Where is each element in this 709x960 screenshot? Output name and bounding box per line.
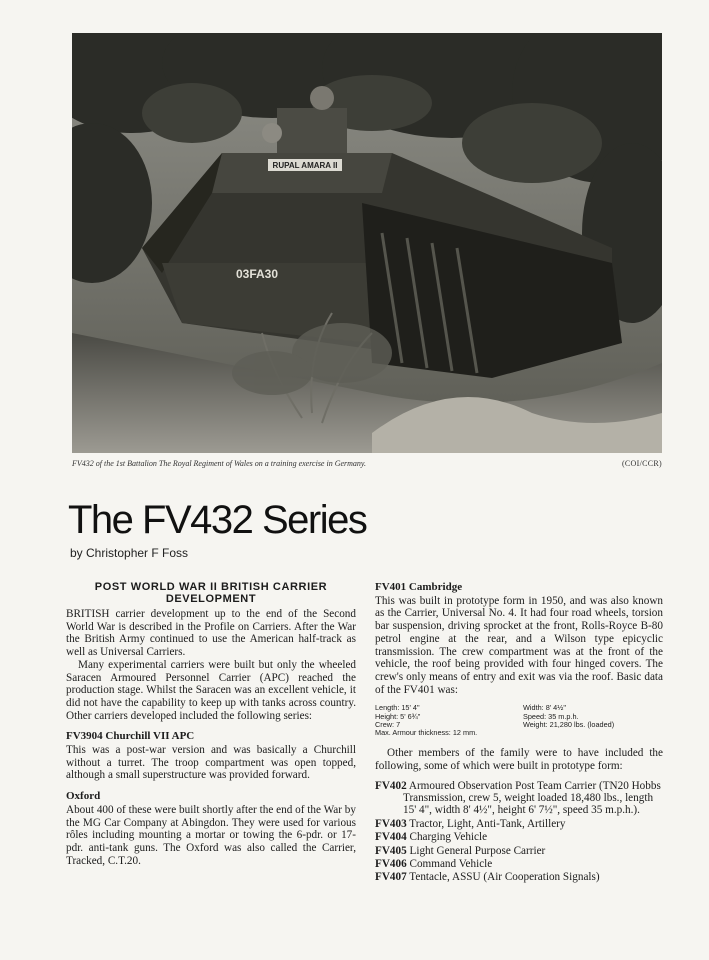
cambridge-paragraph: This was built in prototype form in 1950, and was also known as the Carrier, Universal No. 4. It had four road wheels, torsion bar suspension, driving sprocket at the front, Rolls-Royce B-80 petrol engine at the rear, and a Wilson type epicyclic transmission. The crew compartment was at the front of the vehicle, the roof being provided with four hinged covers. The crew's only means of entry and exit was via the roof. Basic data of the FV401 was: <box>375 594 663 696</box>
vehicle-number: 03FA30 <box>235 267 279 281</box>
member-code: FV404 <box>375 831 407 844</box>
list-item <box>375 871 663 883</box>
photo-caption <box>72 459 662 468</box>
oxford-paragraph: About 400 of these were built shortly after the end of the War by the MG Car Company at Abingdon. They were used for various rôles including mounting a mortar or towing the 6-pdr. or 17-pdr. anti-tank guns. The Oxford was also called the Carrier, Tracked, C.T.20. <box>66 803 356 867</box>
member-text: Light General Purpose Carrier <box>406 844 546 857</box>
article-title: The FV432 Series <box>68 498 367 542</box>
spec-height: Height: 5' 6¾" <box>375 711 421 721</box>
member-code: FV403 <box>375 817 407 830</box>
member-text: Charging Vehicle <box>406 831 488 844</box>
list-item <box>375 845 663 857</box>
member-text: Command Vehicle <box>406 857 493 870</box>
right-column <box>375 581 663 885</box>
member-code: FV405 <box>375 844 407 857</box>
vehicle-name-plate: RUPAL AMARA II <box>272 161 338 170</box>
list-item <box>375 858 663 870</box>
member-code: FV402 <box>375 779 407 792</box>
fv432-photo-illustration <box>72 33 662 453</box>
fv401-spec-table <box>375 704 663 737</box>
member-text: Tractor, Light, Anti-Tank, Artillery <box>406 817 566 830</box>
section-heading: POST WORLD WAR II BRITISH CARRIER DEVELOPMENT <box>94 581 328 605</box>
churchill-heading: FV3904 Churchill VII APC <box>66 730 195 743</box>
member-code: FV406 <box>375 857 407 870</box>
spec-width: Width: 8' 4½" <box>523 703 566 713</box>
spec-speed: Speed: 35 m.p.h. <box>523 711 579 721</box>
member-text: Armoured Observation Post Team Carrier (TN20 Hobbs Transmission, crew 5, weight loaded 18,480 lbs., length 15' 4", width 8' 4½", height 6' 7½", speed 35 m.p.h.). <box>403 779 661 817</box>
member-code: FV407 <box>375 871 407 884</box>
spec-crew: Crew: 7 <box>375 719 401 729</box>
article-byline: by Christopher F Foss <box>70 546 189 560</box>
caption-text: FV432 of the 1st Battalion The Royal Regiment of Wales on a training exercise in Germany. <box>72 459 367 468</box>
cambridge-heading: FV401 Cambridge <box>375 581 463 593</box>
vehicle-photo <box>72 33 662 453</box>
members-list <box>375 780 663 884</box>
spec-length: Length: 15' 4" <box>375 703 420 713</box>
oxford-heading: Oxford <box>66 790 101 803</box>
spec-armour: Max. Armour thickness: 12 mm. <box>375 727 478 737</box>
intro-paragraph-1: BRITISH carrier development up to the end of the Second World War is described in the Profile on Carriers. After the War the British Army continued to use the American half-track as well as Universal Carriers. <box>66 608 356 659</box>
left-column <box>66 581 356 867</box>
spec-weight: Weight: 21,280 lbs. (loaded) <box>523 719 615 729</box>
list-item <box>375 818 663 830</box>
churchill-paragraph: This was a post-war version and was basically a Churchill without a turret. The troop compartment was open topped, although a small superstructure was provided forward. <box>66 744 356 782</box>
list-item <box>375 780 663 817</box>
member-text: Tentacle, ASSU (Air Cooperation Signals) <box>406 871 600 884</box>
intro-paragraph-2: Many experimental carriers were built but only the wheeled Saracen Armoured Personnel Carrier (APC) reached the production stage. Whilst the Saracen was an excellent vehicle, it did not have the capability to keep up with tanks across country. Other carriers developed included the following series: <box>66 658 356 722</box>
list-item <box>375 831 663 843</box>
members-intro: Other members of the family were to have included the following, some of which were built in prototype form: <box>375 747 663 772</box>
photo-credit: (COI/CCR) <box>621 459 662 468</box>
